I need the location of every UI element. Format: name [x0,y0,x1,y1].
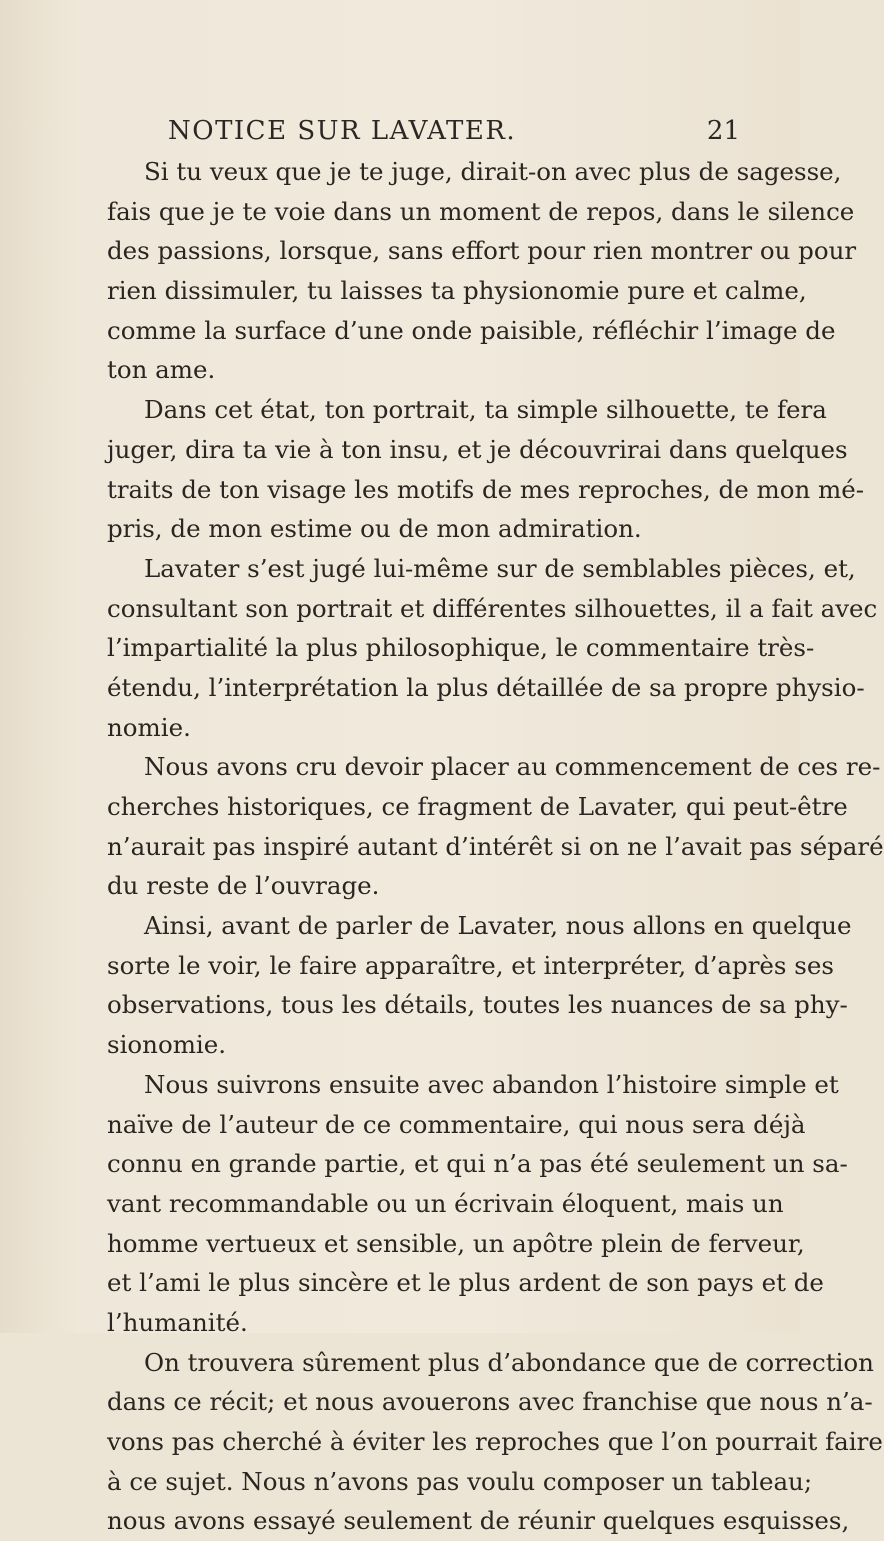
text-line: cherches historiques, ce fragment de Lavater, qui peut-être [107,792,848,821]
text-line: consultant son portrait et différentes silhouettes, il a fait avec [107,593,878,623]
text-line: l’humanité. [107,1307,248,1337]
text-line: rien dissimuler, tu laisses ta physionomie pure et calme, [107,276,807,306]
running-head [0,116,800,156]
text-line: vons pas cherché à éviter les reproches que l’on pourrait faire [107,1427,883,1456]
text-line: étendu, l’interprétation la plus détaillée de sa propre physio- [107,672,865,702]
text-line: vant recommandable ou un écrivain éloquent, mais un [107,1188,784,1218]
text-line: nomie. [107,712,191,742]
text-line: Si tu veux que je te juge, dirait-on avec plus de sagesse, [144,157,842,186]
text-line: connu en grande partie, et qui n’a pas été seulement un sa- [107,1149,848,1179]
text-line: traits de ton visage les motifs de mes reproches, de mon mé- [107,474,865,504]
page-number: 21 [706,116,740,146]
text-line: du reste de l’ouvrage. [107,871,380,901]
text-line: observations, tous les détails, toutes les nuances de sa phy- [107,990,848,1020]
text-line: nous avons essayé seulement de réunir quelques esquisses, [107,1506,850,1536]
text-line: comme la surface d’une onde paisible, réfléchir l’image de [107,315,836,345]
text-line: des passions, lorsque, sans effort pour rien montrer ou pour [107,236,857,266]
text-line: On trouvera sûrement plus d’abondance que de correction [144,1347,874,1377]
running-title: NOTICE SUR LAVATER. [168,116,517,146]
text-line: pris, de mon estime ou de mon admiration. [107,514,642,544]
text-line: naïve de l’auteur de ce commentaire, qui nous sera déjà [107,1109,806,1139]
text-line: l’impartialité la plus philosophique, le commentaire très- [107,633,815,663]
text-line: Ainsi, avant de parler de Lavater, nous allons en quelque [144,911,852,941]
text-line: n’aurait pas inspiré autant d’intérêt si on ne l’avait pas séparé [107,831,884,861]
text-line: Nous suivrons ensuite avec abandon l’histoire simple et [144,1069,839,1099]
text-line: sionomie. [107,1030,227,1060]
text-line: Nous avons cru devoir placer au commencement de ces re- [144,752,881,782]
text-line: fais que je te voie dans un moment de repos, dans le silence [107,196,855,226]
text-line: à ce sujet. Nous n’avons pas voulu composer un tableau; [107,1466,813,1496]
text-line: homme vertueux et sensible, un apôtre plein de ferveur, [107,1228,805,1258]
text-line: Lavater s’est jugé lui-même sur de semblables pièces, et, [144,553,856,583]
text-line: sorte le voir, le faire apparaître, et interpréter, d’après ses [107,950,834,980]
text-line: dans ce récit; et nous avouerons avec franchise que nous n’a- [107,1387,873,1417]
body-text [107,152,884,1541]
text-line: ton ame. [107,355,216,385]
text-line: Dans cet état, ton portrait, ta simple silhouette, te fera [144,395,827,425]
text-line: juger, dira ta vie à ton insu, et je découvrirai dans quelques [107,434,848,464]
text-line: et l’ami le plus sincère et le plus ardent de son pays et de [107,1268,824,1298]
